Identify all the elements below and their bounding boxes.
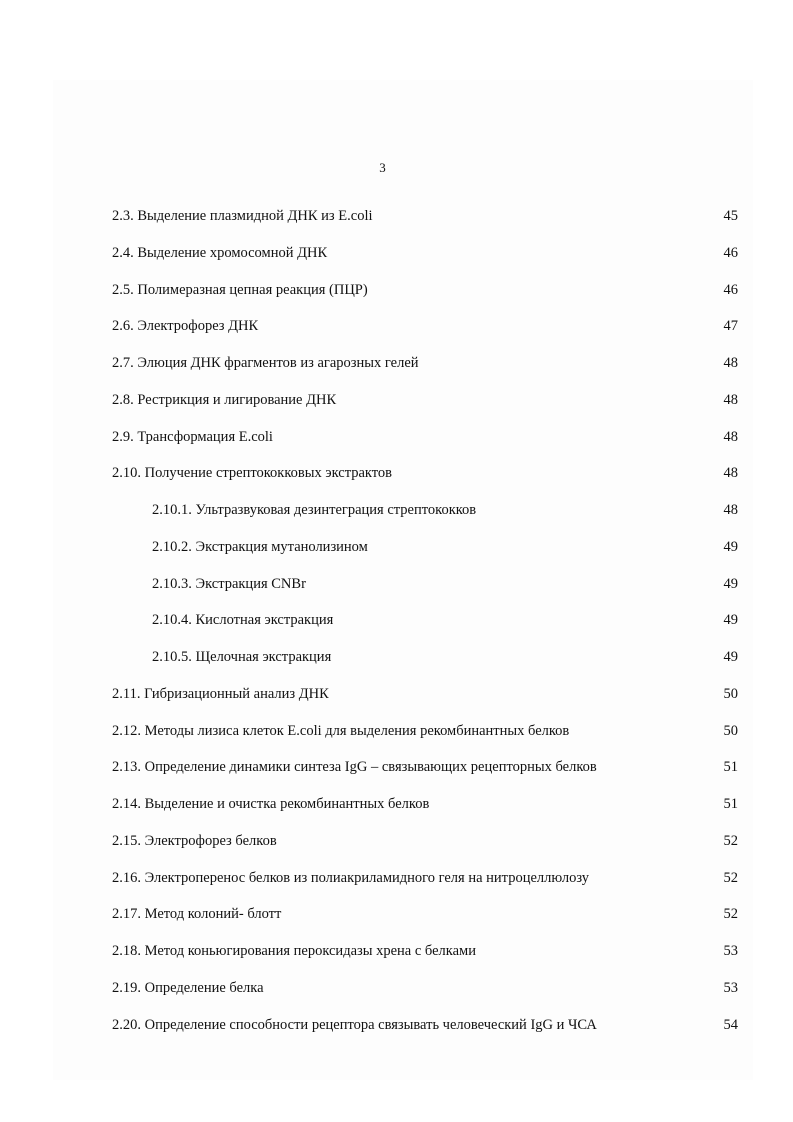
toc-entry-title: 2.10.4. Кислотная экстракция: [152, 612, 334, 629]
toc-subentry: [112, 647, 738, 684]
toc-entry: [112, 868, 738, 905]
toc-entry-title: 2.9. Трансформация E.coli: [112, 428, 273, 445]
toc-entry-title: 2.10.5. Щелочная экстракция: [152, 649, 332, 665]
toc-subentry: [112, 610, 738, 647]
toc-subentry: [112, 537, 738, 574]
toc-entry-title: 2.5. Полимеразная цепная реакция (ПЦР): [112, 281, 368, 298]
toc-entry-page: 48: [723, 428, 738, 445]
toc-entry: [112, 978, 738, 1015]
toc-entry-title: 2.6. Электрофорез ДНК: [112, 318, 259, 335]
toc-entry: [112, 941, 738, 978]
toc-entry: [112, 463, 738, 500]
toc-entry-title: 2.10.3. Экстракция CNBr: [152, 575, 306, 592]
table-of-contents: [112, 206, 738, 1051]
toc-entry-page: 50: [723, 685, 738, 702]
toc-entry-page: 46: [723, 281, 738, 298]
toc-entry-title: 2.15. Электрофорез белков: [112, 832, 277, 849]
toc-entry: [112, 206, 738, 243]
toc-entry: [112, 243, 738, 280]
toc-entry-title: 2.12. Методы лизиса клеток E.coli для выделения рекомбинантных белков: [112, 722, 570, 739]
toc-entry-title: 2.18. Метод коньюгирования пероксидазы хрена с белками: [112, 943, 476, 959]
toc-entry-page: 52: [723, 906, 738, 923]
toc-entry: [112, 794, 738, 831]
toc-entry-page: 48: [723, 391, 738, 408]
toc-entry-page: 45: [723, 208, 738, 224]
toc-entry-title: 2.10.1. Ультразвуковая дезинтеграция стрептококков: [152, 502, 477, 518]
toc-entry-page: 48: [723, 465, 738, 482]
toc-entry: [112, 721, 738, 758]
toc-entry: [112, 684, 738, 721]
toc-entry: [112, 1015, 738, 1052]
toc-entry-page: 51: [723, 796, 738, 812]
toc-entry-page: 50: [723, 722, 738, 739]
toc-entry-title: 2.11. Гибризационный анализ ДНК: [112, 685, 329, 702]
toc-entry-page: 53: [723, 979, 738, 996]
toc-entry: [112, 427, 738, 464]
toc-subentry: [112, 500, 738, 537]
toc-entry-page: 49: [723, 649, 738, 665]
toc-entry: [112, 390, 738, 427]
toc-entry-page: 52: [723, 832, 738, 849]
toc-entry-page: 52: [723, 869, 738, 886]
toc-entry-page: 48: [723, 355, 738, 371]
page-number: 3: [379, 160, 386, 175]
toc-entry-title: 2.8. Рестрикция и лигирование ДНК: [112, 391, 337, 408]
toc-entry-page: 49: [723, 612, 738, 629]
toc-entry-title: 2.14. Выделение и очистка рекомбинантных белков: [112, 796, 430, 812]
toc-entry-page: 53: [723, 943, 738, 959]
toc-entry-title: 2.10. Получение стрептококковых экстрактов: [112, 465, 393, 482]
toc-entry-title: 2.7. Элюция ДНК фрагментов из агарозных гелей: [112, 355, 419, 371]
toc-entry-title: 2.20. Определение способности рецептора связывать человеческий IgG и ЧСА: [112, 1016, 597, 1033]
toc-entry-page: 51: [723, 759, 738, 776]
toc-entry-page: 49: [723, 575, 738, 592]
toc-entry-title: 2.16. Электроперенос белков из полиакриламидного геля на нитроцеллюлозу: [112, 869, 589, 886]
toc-entry: [112, 757, 738, 794]
toc-entry-page: 47: [723, 318, 738, 335]
toc-entry-title: 2.10.2. Экстракция мутанолизином: [152, 538, 368, 555]
toc-subentry: [112, 574, 738, 611]
toc-entry-title: 2.17. Метод колоний- блотт: [112, 906, 282, 923]
toc-entry-page: 49: [723, 538, 738, 555]
toc-entry-page: 54: [723, 1016, 738, 1033]
toc-entry-title: 2.13. Определение динамики синтеза IgG – связывающих рецепторных белков: [112, 759, 597, 776]
toc-entry-title: 2.3. Выделение плазмидной ДНК из E.coli: [112, 208, 373, 224]
toc-entry: [112, 316, 738, 353]
toc-entry-title: 2.4. Выделение хромосомной ДНК: [112, 244, 328, 261]
toc-entry: [112, 280, 738, 317]
toc-entry: [112, 904, 738, 941]
toc-entry-title: 2.19. Определение белка: [112, 979, 264, 996]
toc-entry-page: 48: [723, 502, 738, 518]
toc-entry: [112, 353, 738, 390]
toc-entry-page: 46: [723, 244, 738, 261]
toc-entry: [112, 831, 738, 868]
